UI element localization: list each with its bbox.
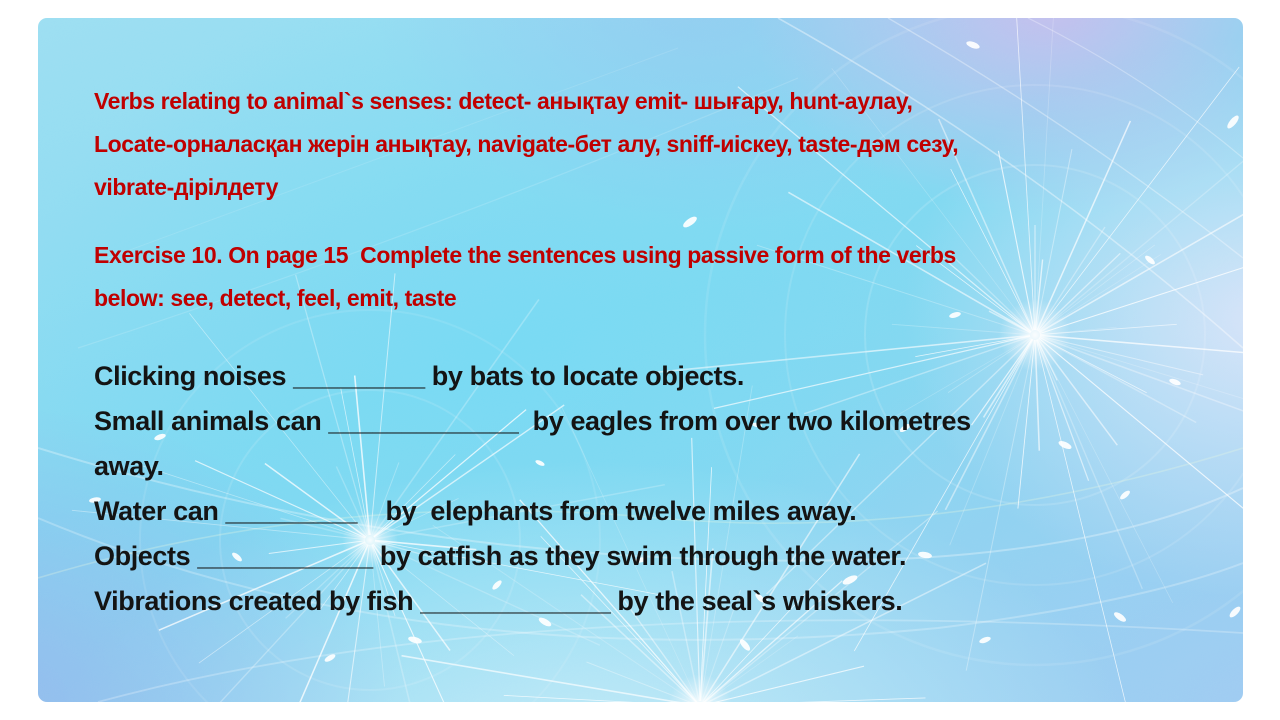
exercise-heading [94, 234, 956, 320]
exercise-line: below: see, detect, feel, emit, taste [94, 285, 457, 311]
vocabulary-block [94, 80, 958, 209]
sentence-line: away. [94, 451, 164, 481]
sentence-line: Clicking noises _________ by bats to locate objects. [94, 361, 744, 391]
sentences-block [94, 354, 971, 624]
vocabulary-line: vibrate-дірілдету [94, 174, 279, 200]
vocabulary-line: Locate-орналасқан жерін анықтау, navigate-бет алу, sniff-иіскеу, taste-дәм сезу, [94, 131, 959, 157]
sentence-line: Objects ____________ by catfish as they swim through the water. [94, 541, 907, 571]
exercise-line: Exercise 10. On page 15 Complete the sentences using passive form of the verbs [94, 242, 956, 268]
slide-canvas [38, 18, 1243, 702]
sentence-line: Vibrations created by fish _____________ by the seal`s whiskers. [94, 586, 903, 616]
sentence-line: Small animals can _____________ by eagles from over two kilometres [94, 406, 971, 436]
vocabulary-line: Verbs relating to animal`s senses: detect- анықтау emit- шығару, hunt-аулау, [94, 88, 913, 114]
sentence-line: Water can _________ by elephants from twelve miles away. [94, 496, 857, 526]
